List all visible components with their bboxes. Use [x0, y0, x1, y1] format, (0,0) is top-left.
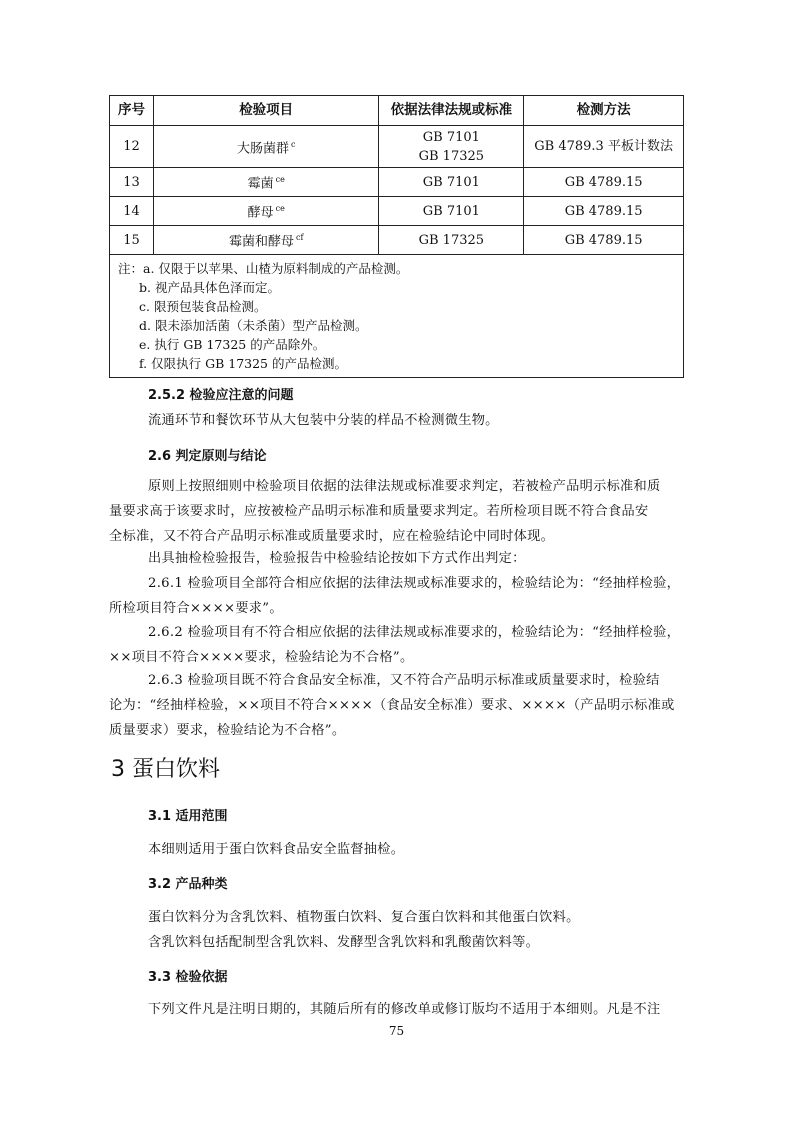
text-3-2-line1: 蛋白饮料分为含乳饮料、植物蛋白饮料、复合蛋白饮料和其他蛋白饮料。 — [148, 910, 580, 925]
paragraph-judgement-principle: 原则上按照细则中检验项目依据的法律法规或标准要求判定，若被检产品明示标准和质 量要求高于该要求时，应按被检产品明示标准和质量要求判定。若所检项目既不符合食品安 全标准，又不符合产品明示标准或质量要求时，应在检验结论中同时体现。 — [109, 479, 661, 544]
note-f: f. 仅限执行 GB 17325 的产品检测。 — [139, 356, 347, 371]
text-3-3: 下列文件凡是注明日期的，其随后所有的修改单或修订版均不适用于本细则。凡是不注 — [148, 1002, 661, 1017]
paragraph-2-6-3: 2.6.3 检验项目既不符合食品安全标准，又不符合产品明示标准或质量要求时，检验结 论为：“经抽样检验，××项目不符合××××（食品安全标准）要求、××××（产品明示标准或 质量要求）要求，检验结论为不合格”。 — [109, 673, 675, 738]
heading-2-6: 2.6 判定原则与结论 — [148, 449, 267, 464]
table-row — [110, 126, 684, 168]
row-no: 15 — [110, 226, 154, 255]
row-no: 13 — [110, 168, 154, 197]
heading-2-5-2: 2.5.2 检验应注意的问题 — [148, 388, 294, 403]
row-method: GB 4789.15 — [524, 226, 684, 255]
text-3-2-line2: 含乳饮料包括配制型含乳饮料、发酵型含乳饮料和乳酸菌饮料等。 — [148, 935, 540, 950]
heading-3-1: 3.1 适用范围 — [148, 809, 228, 824]
row-method: GB 4789.15 — [524, 197, 684, 226]
heading-3-2: 3.2 产品种类 — [148, 877, 228, 892]
table-row — [110, 226, 684, 255]
page-number: 75 — [388, 1024, 405, 1038]
note-e: e. 执行 GB 17325 的产品除外。 — [139, 337, 326, 352]
paragraph-2-6-2: 2.6.2 检验项目有不符合相应依据的法律法规或标准要求的，检验结论为：“经抽样检验， ××项目不符合××××要求，检验结论为不合格”。 — [109, 625, 681, 665]
header-basis: 依据法律法规或标准 — [379, 96, 524, 126]
row-basis: GB 7101 GB 17325 — [379, 126, 524, 168]
header-item: 检验项目 — [153, 96, 379, 126]
row-no: 14 — [110, 197, 154, 226]
row-method: GB 4789.15 — [524, 168, 684, 197]
row-basis: GB 7101 — [379, 168, 524, 197]
chapter-title: 3 蛋白饮料 — [111, 757, 220, 782]
row-item: 大肠菌群 $^c$ — [153, 126, 379, 168]
table-notes — [110, 255, 684, 378]
table-row — [110, 197, 684, 226]
header-method: 检测方法 — [524, 96, 684, 126]
paragraph-report: 出具抽检检验报告，检验报告中检验结论按如下方式作出判定： — [148, 551, 526, 566]
text-2-5-2: 流通环节和餐饮环节从大包装中分装的样品不检测微生物。 — [148, 413, 499, 428]
note-b: b. 视产品具体色泽而定。 — [139, 280, 280, 295]
row-item: 霉菌 $^{ce}$ — [153, 168, 379, 197]
table-row — [110, 168, 684, 197]
note-c: c. 限预包装食品检测。 — [139, 299, 267, 314]
text-3-1: 本细则适用于蛋白饮料食品安全监督抽检。 — [148, 842, 405, 857]
row-no: 12 — [110, 126, 154, 168]
row-item: 酵母 $^{ce}$ — [153, 197, 379, 226]
inspection-items-table — [109, 95, 684, 378]
paragraph-2-6-1: 2.6.1 检验项目全部符合相应依据的法律法规或标准要求的，检验结论为：“经抽样检验， 所检项目符合××××要求”。 — [109, 576, 681, 616]
table-header-row — [110, 96, 684, 126]
row-basis: GB 17325 — [379, 226, 524, 255]
heading-3-3: 3.3 检验依据 — [148, 970, 228, 985]
row-item: 霉菌和酵母 $^{cf}$ — [153, 226, 379, 255]
table-notes-row — [110, 255, 684, 378]
header-no: 序号 — [110, 96, 154, 126]
note-d: d. 限未添加活菌（未杀菌）型产品检测。 — [139, 318, 368, 333]
row-method: GB 4789.3 平板计数法 — [524, 126, 684, 168]
note-a: 注：a. 仅限于以苹果、山楂为原料制成的产品检测。 — [118, 261, 409, 276]
row-basis: GB 7101 — [379, 197, 524, 226]
